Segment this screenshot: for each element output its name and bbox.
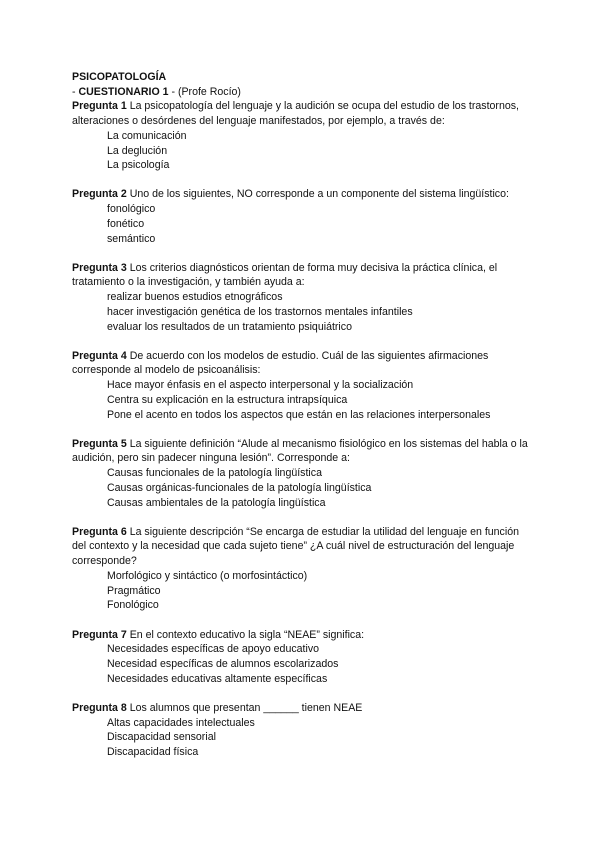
option-item: La deglución <box>107 144 168 157</box>
question-body: Los criterios diagnósticos orientan de forma muy decisiva la práctica clínica, el tratamiento o la investigación, y también ayuda a: <box>72 261 498 289</box>
question-label: Pregunta 6 <box>72 525 127 538</box>
option-item: Discapacidad sensorial <box>107 731 216 744</box>
options-list <box>72 569 532 613</box>
question-text <box>72 437 532 466</box>
question-body: La siguiente definición “Alude al mecanismo fisiológico en los sistemas del habla o la audición, pero sin padecer ninguna lesión”. Corresponde a: <box>72 437 528 465</box>
option-item: evaluar los resultados de un tratamiento psiquiátrico <box>107 320 352 333</box>
question-body: En el contexto educativo la sigla “NEAE” significa: <box>126 628 365 641</box>
option-item: hacer investigación genética de los trastornos mentales infantiles <box>107 305 413 318</box>
question-label: Pregunta 2 <box>72 188 127 201</box>
options-list <box>72 129 532 173</box>
question-label: Pregunta 3 <box>72 261 127 274</box>
question-body: Uno de los siguientes, NO corresponde a un componente del sistema lingüístico: <box>126 188 509 201</box>
question-1 <box>72 99 532 173</box>
option-item: Necesidades educativas altamente específicas <box>107 672 328 685</box>
subtitle-bold: CUESTIONARIO 1 <box>78 85 169 98</box>
option-item: Causas ambientales de la patología lingüística <box>107 496 326 509</box>
question-body: De acuerdo con los modelos de estudio. Cuál de las siguientes afirmaciones corresponde al modelo de psicoanálisis: <box>72 349 489 377</box>
question-body: La siguiente descripción “Se encarga de estudiar la utilidad del lenguaje en función del contexto y la necesidad que cada sujeto tiene” ¿A cuál nivel de estructuración del lenguaje corresponde? <box>72 525 519 568</box>
subtitle-rest: - (Profe Rocío) <box>168 85 241 98</box>
options-list <box>72 202 532 246</box>
question-7 <box>72 628 532 687</box>
question-3 <box>72 261 532 335</box>
option-item: Causas funcionales de la patología lingüística <box>107 467 322 480</box>
options-list <box>72 642 532 686</box>
option-item: Necesidades específicas de apoyo educativo <box>107 643 320 656</box>
question-label: Pregunta 7 <box>72 628 127 641</box>
option-item: Pragmático <box>107 584 161 597</box>
question-text <box>72 525 532 569</box>
question-body: La psicopatología del lenguaje y la audición se ocupa del estudio de los trastornos, alteraciones o desórdenes del lenguaje manifestados, por ejemplo, a través de: <box>72 100 519 128</box>
question-text <box>72 701 532 716</box>
option-item: Hace mayor énfasis en el aspecto interpersonal y la socialización <box>107 379 414 392</box>
option-item: Pone el acento en todos los aspectos que están en las relaciones interpersonales <box>107 408 491 421</box>
option-item: Centra su explicación en la estructura intrapsíquica <box>107 393 348 406</box>
options-list <box>72 378 532 422</box>
option-item: Necesidad específicas de alumnos escolarizados <box>107 657 339 670</box>
question-8 <box>72 701 532 760</box>
document-title: PSICOPATOLOGÍA <box>72 71 167 83</box>
subtitle-prefix: - <box>72 85 79 98</box>
question-5 <box>72 437 532 511</box>
option-item: Fonológico <box>107 599 159 612</box>
question-text <box>72 349 532 378</box>
question-6 <box>72 525 532 613</box>
option-item: Altas capacidades intelectuales <box>107 716 255 729</box>
question-text <box>72 261 532 290</box>
option-item: Morfológico y sintáctico (o morfosintáctico) <box>107 569 308 582</box>
option-item: Causas orgánicas-funcionales de la patología lingüística <box>107 481 372 494</box>
options-list <box>72 290 532 334</box>
question-label: Pregunta 4 <box>72 349 127 362</box>
document-page <box>72 70 532 774</box>
document-subtitle <box>72 85 532 100</box>
options-list <box>72 716 532 760</box>
option-item: fonético <box>107 217 145 230</box>
question-label: Pregunta 5 <box>72 437 127 450</box>
question-4 <box>72 349 532 423</box>
option-item: realizar buenos estudios etnográficos <box>107 291 283 304</box>
question-text <box>72 99 532 128</box>
question-body: Los alumnos que presentan ______ tienen NEAE <box>126 701 363 714</box>
question-label: Pregunta 1 <box>72 100 127 113</box>
question-text <box>72 628 532 643</box>
question-text <box>72 187 532 202</box>
question-2 <box>72 187 532 246</box>
question-label: Pregunta 8 <box>72 701 127 714</box>
option-item: La comunicación <box>107 129 187 142</box>
option-item: semántico <box>107 232 156 245</box>
option-item: Discapacidad física <box>107 745 199 758</box>
option-item: La psicología <box>107 159 170 172</box>
option-item: fonológico <box>107 203 156 216</box>
options-list <box>72 466 532 510</box>
